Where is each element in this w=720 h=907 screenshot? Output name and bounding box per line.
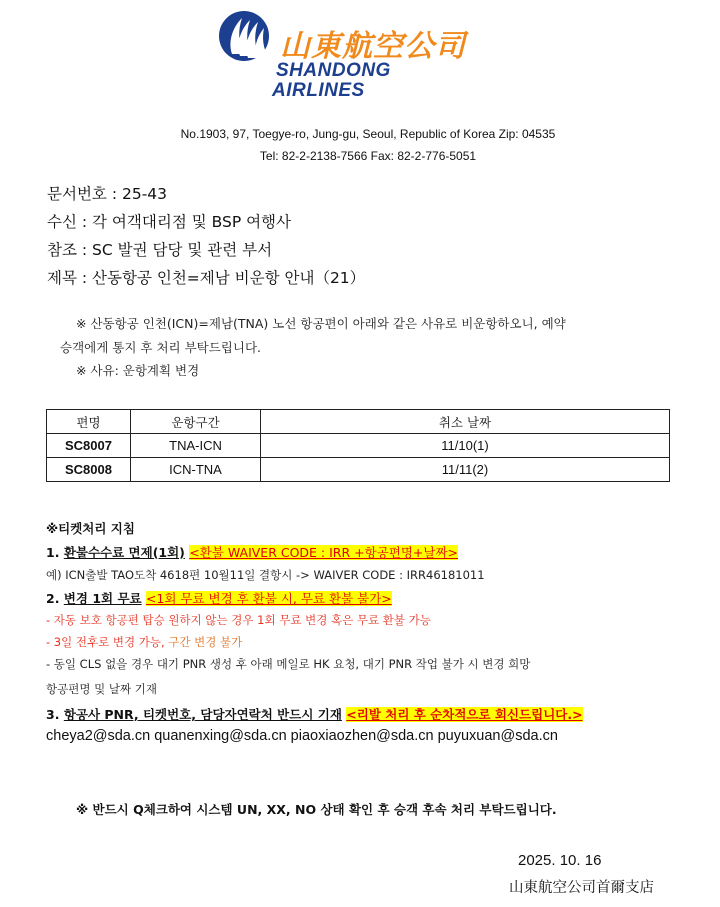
flight-number: SC8007 (47, 434, 131, 458)
cancellation-table (46, 409, 670, 482)
waiver-code-highlight: <환불 WAIVER CODE : IRR +항공편명+날짜> (189, 545, 459, 560)
reason-line: ※ 사유: 운항계획 변경 (76, 363, 200, 378)
bullet-date-change (46, 634, 242, 650)
table-row (47, 458, 670, 482)
header-flight: 편명 (47, 410, 131, 434)
section-label: 변경 1회 무료 (63, 591, 142, 606)
header-date: 취소 날짜 (261, 410, 670, 434)
section-label: 환불수수료 면제(1회) (63, 545, 185, 560)
contact-line: Tel: 82-2-2138-7566 Fax: 82-2-776-5051 (259, 149, 477, 163)
guide-section-3 (46, 705, 583, 723)
section-number: 1. (46, 545, 64, 560)
bullet-waitlist: - 동일 CLS 없을 경우 대기 PNR 생성 후 아래 메일로 HK 요청, 대기 PNR 작업 불가 시 변경 희망 (46, 657, 531, 671)
free-change-highlight: <1회 무료 변경 후 환불 시, 무료 환불 불가> (145, 591, 392, 606)
guide-title: ※티켓처리 지침 (46, 521, 135, 536)
intro-line-2: 승객에게 통지 후 처리 부탁드립니다. (60, 340, 261, 355)
recipient: 수신 : 각 여객대리점 및 BSP 여행사 (47, 213, 292, 231)
route: TNA-ICN (131, 434, 261, 458)
closing-note: ※ 반드시 Q체크하여 시스템 UN, XX, NO 상태 확인 후 승객 후속 처리 부탁드립니다. (76, 802, 557, 817)
logo-english-line1: SHANDONG (276, 60, 391, 81)
cancel-date: 11/11(2) (261, 458, 670, 482)
flight-number: SC8008 (47, 458, 131, 482)
bullet-auto-protect: - 자동 보호 항공편 탑승 원하지 않는 경우 1회 무료 변경 혹은 무료 환불 가능 (46, 613, 431, 627)
route: ICN-TNA (131, 458, 261, 482)
table-header-row (47, 410, 670, 434)
cancel-date: 11/10(1) (261, 434, 670, 458)
subject: 제목 : 산동항공 인천=제남 비운항 안내（21） (47, 269, 366, 287)
address-line: No.1903, 97, Toegye-ro, Jung-gu, Seoul, Republic of Korea Zip: 04535 (180, 127, 556, 141)
airline-logo (218, 8, 488, 100)
bullet-route-change-text: 구간 변경 불가 (168, 635, 243, 649)
bullet-waitlist-cont: 항공편명 및 날짜 기재 (46, 682, 157, 696)
reply-highlight: <리발 처리 후 순차적으로 회신드립니다.> (346, 707, 583, 722)
section-number: 2. (46, 591, 64, 606)
header-route: 운항구간 (131, 410, 261, 434)
intro-paragraph (60, 312, 676, 360)
intro-line-1: ※ 산동항공 인천(ICN)=제남(TNA) 노선 항공편이 아래와 같은 사유로 비운항하오니, 예약 (76, 316, 566, 331)
guide-section-2 (46, 589, 392, 607)
reference: 참조 : SC 발권 담당 및 관련 부서 (47, 241, 273, 259)
table-row (47, 434, 670, 458)
document-number: 문서번호 : 25-43 (47, 185, 168, 203)
document-date: 2025. 10. 16 (518, 852, 602, 869)
section-label: 항공사 PNR, 티켓번호, 담당자연락처 반드시 기재 (63, 707, 342, 722)
section-number: 3. (46, 707, 64, 722)
logo-english-line2: AIRLINES (272, 80, 365, 101)
swirl-logo-icon (218, 8, 278, 64)
bullet-date-change-text: - 3일 전후로 변경 가능, (46, 635, 169, 649)
issuing-office: 山東航空公司首爾支店 (509, 880, 654, 896)
logo-cjk-name: 山東航空公司 (280, 29, 466, 64)
guide-section-1 (46, 543, 458, 561)
waiver-example: 예) ICN출발 TAO도착 4618편 10월11일 결항시 -> WAIVER CODE : IRR46181011 (46, 568, 485, 582)
contact-emails: cheya2@sda.cn quanenxing@sda.cn piaoxiaozhen@sda.cn puyuxuan@sda.cn (46, 728, 558, 744)
